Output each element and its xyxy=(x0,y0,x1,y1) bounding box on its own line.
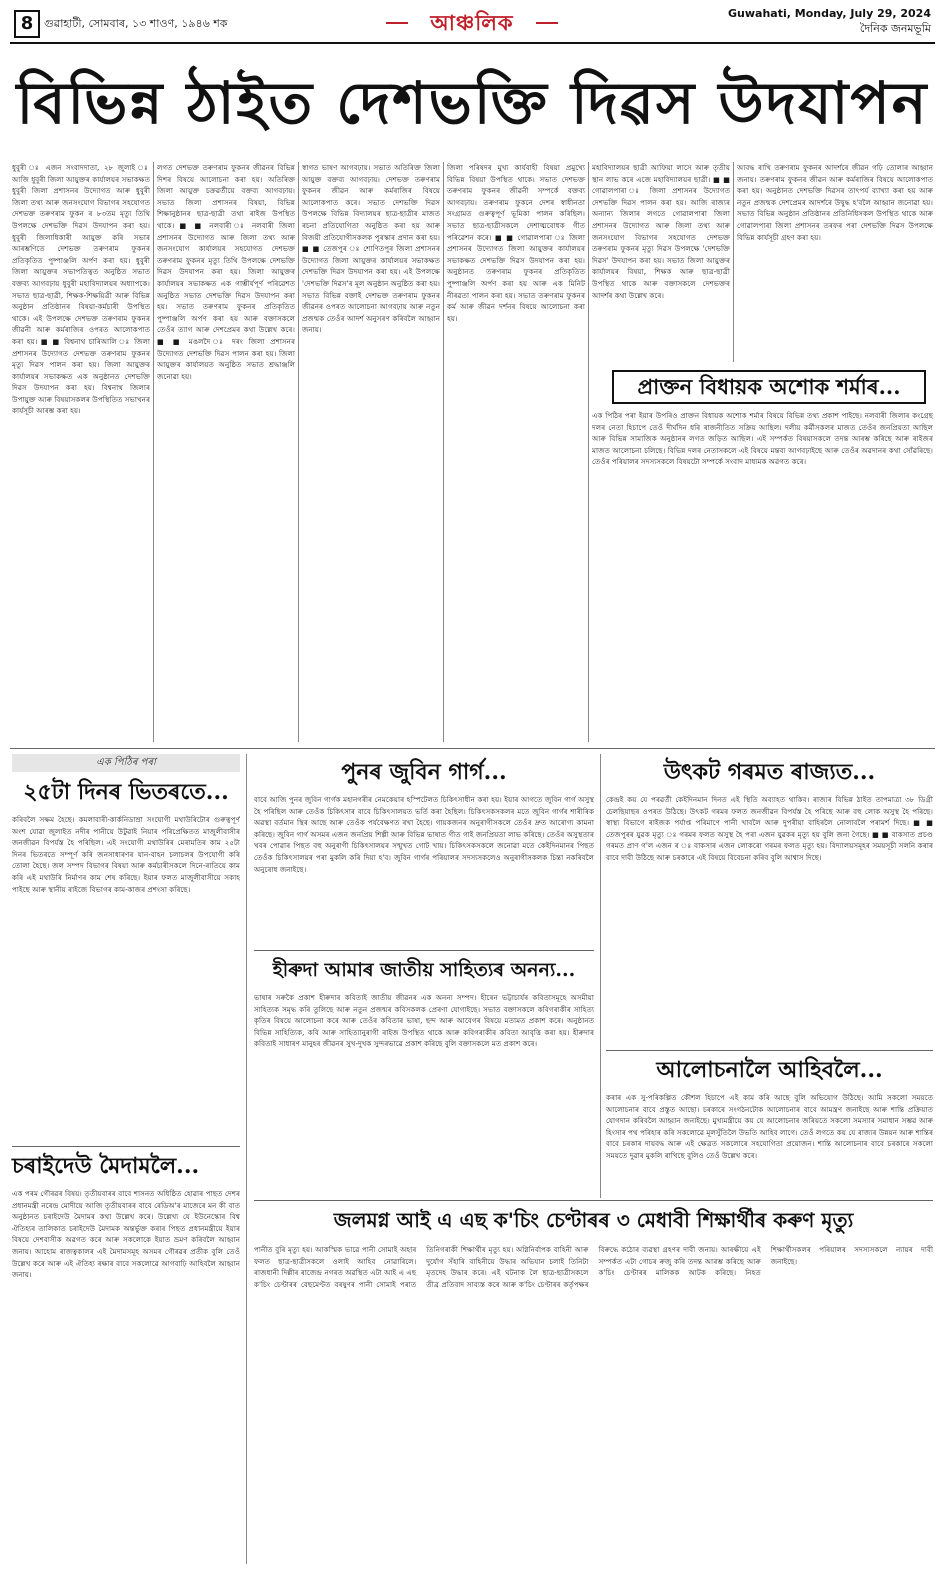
column-divider xyxy=(600,754,601,1198)
column-divider xyxy=(246,754,247,1564)
hiruda-text: ভাষাৰ সৰুকৈ প্ৰকাশ হীৰুদাৰ কবিতাই জাতীয় জীৱনৰ এক অনন্য সম্পদ। হীৰেন ভট্টাচাৰ্যৰ কবিতাসমূহে অসমীয়া সাহিত্যক সমৃদ্ধ কৰি তুলিছে আৰু নতুন প্ৰজন্মৰ কবিসকলক প্ৰেৰণা যোগাইছে। সভাত বক্তাসকলে কবিগৰাকীৰ সাহিত্য কৃতিৰ বিষয়ে আলোচনা কৰে আৰু তেওঁৰ কবিতাৰ ভাষা, ছন্দ আৰু আবেগৰ বিষয়ে মতামত প্ৰকাশ কৰে। অনুষ্ঠানত বিভিন্ন সাহিত্যিক, কবি আৰু সাহিত্যানুৰাগী ৰাইজ উপস্থিত থাকে আৰু কবিগৰাকীৰ কবিতা আবৃত্তি কৰা হয়। হীৰুদাৰ কবিতাই সাধাৰণ মানুহৰ জীৱনৰ সুখ-দুখক সুন্দৰভাৱে প্ৰকাশ কৰিছে বুলি বক্তাসকলে মত প্ৰকাশ কৰে। xyxy=(254,993,594,1049)
story-rule xyxy=(254,1200,933,1201)
days25-title: ২৫টা দিনৰ ভিতৰতে... xyxy=(23,779,229,805)
continued-ribbon: এক পিঠিৰ পৰা xyxy=(12,754,240,772)
section-logo: আঞ্চলিক xyxy=(392,8,552,38)
column-divider xyxy=(588,162,589,742)
section-rule xyxy=(10,748,935,749)
story-rule xyxy=(606,1050,933,1051)
masthead-right xyxy=(728,6,931,36)
ashok-title: প্ৰাক্তন বিধায়ক অশোক শৰ্মাৰ... xyxy=(612,370,926,404)
heat-text: কেন্দ্ৰই কয় যে পৰৱৰ্তী কেইদিনমান দিনত এই স্থিতি অব্যাহত থাকিব। ৰাজ্যৰ বিভিন্ন ঠাইত তাপমাত্ৰা ৩৮ ডিগ্ৰী চেলছিয়াছৰ ওপৰত উঠিছে। উৎকট গৰমৰ ফলত জনজীৱন বিপৰ্যস্ত হৈ পৰিছে আৰু বহু লোক অসুস্থ হৈ পৰিছে। স্বাস্থ্য বিভাগে ৰাইজক পৰ্যাপ্ত পৰিমাণে পানী খাবলৈ আৰু দুপৰীয়া বাহিৰলৈ নোলাবলৈ পৰামৰ্শ দিছে। ■ ■ তেজপুৰৰ যুৱক মৃত্যু ঃ গৰমৰ ফলত অসুস্থ হৈ পৰা এজন যুৱকৰ মৃত্যু হয় বুলি জনা গৈছে। ■ ■ বাকসাত প্ৰচণ্ড গৰমত প্ৰাণ গ'ল এজন ৰ ঃ বাকসাৰ এজন লোকৰো গৰমৰ ফলত মৃত্যু হয়। বিদ্যালয়সমূহৰ সময়সূচী সলনি কৰাৰ বাবে দাবী উঠিছে আৰু চৰকাৰে এই বিষয়ে বিবেচনা কৰিব বুলি আশ্বাস দিছে। xyxy=(606,795,933,862)
heat-title: উৎকট গৰমত ৰাজ্যত... xyxy=(663,759,876,785)
date-assamese: গুৱাহাটী, সোমবাৰ, ১৩ শাওণ, ১৯৪৬ শক xyxy=(44,17,228,30)
zubeen-title: পুনৰ জুবিন গাৰ্গ... xyxy=(341,759,507,785)
ashok-text: এক পিঠিৰ পৰা ইয়াৰ উপৰিও প্ৰাক্তন বিধায়ক অশোক শৰ্মাৰ বিষয়ে বিভিন্ন তথ্য প্ৰকাশ পাইছে। নলবাৰী জিলাৰ কংগ্ৰেছ দলৰ নেতা হিচাপে তেওঁ দীৰ্ঘদিন ধৰি ৰাজনীতিত সক্ৰিয় আছিল। দলীয় কৰ্মীসকলৰ মাজত তেওঁৰ জনপ্ৰিয়তা আছিল আৰু বিভিন্ন সামাজিক অনুষ্ঠানৰ লগত জড়িত আছিল। এই সম্পৰ্কত বিষয়াসকলে তদন্ত আৰম্ভ কৰিছে আৰু ৰাইজৰ মাজত আলোচনা চলিছে। বিভিন্ন দলৰ নেতাসকলে এই বিষয়ে মন্তব্য আগবঢ়াইছে আৰু তেওঁৰ অৱদানৰ কথা সোঁৱৰিছে। তেওঁৰ পৰিয়ালৰ সদস্যসকলে বিষয়টো সম্পৰ্কে সংবাদ মাধ্যমক অৱগত কৰে। xyxy=(592,411,933,467)
date-english: Guwahati, Monday, July 29, 2024 xyxy=(728,7,931,20)
lead-column-1: ধুবুৰী ঃ এজন সংবাদদাতা, ২৮ জুলাই ঃ আজি ধুবুৰী জিলা আয়ুক্তৰ কাৰ্যালয়ৰ সভাকক্ষত ধুবুৰী জিলা প্ৰশাসনৰ উদ্যোগত আৰু ধুবুৰী জিলা তথ্য আৰু জনসংযোগ বিভাগৰ সহযোগত দেশভক্ত তৰুণৰাম ফুকন ৰ ৮৩তম মৃত্যু তিথি উপলক্ষে দেশভক্তি দিৱস উদযাপন কৰা হয়। ধুবুৰী জিলাধিকাৰী আয়ুক্ত কৰি সভাৰ আৰম্ভণিতে দেশভক্ত তৰুণৰাম ফুকনৰ প্ৰতিকৃতিত পুষ্পাঞ্জলি অৰ্পণ কৰা হয়। ধুবুৰী জিলা আয়ুক্তৰ সভাপতিত্বত অনুষ্ঠিত সভাত বক্তব্য আগবঢ়ায় ধুবুৰী মহাবিদ্যালয়ৰ অধ্যাপকে। সভাত ছাত্ৰ-ছাত্ৰী, শিক্ষক-শিক্ষয়িত্ৰী আৰু বিভিন্ন অনুষ্ঠান প্ৰতিষ্ঠানৰ বিষয়া-কৰ্মচাৰী উপস্থিত থাকে। এই উপলক্ষে দেশভক্ত তৰুণৰাম ফুকনৰ জীৱনী আৰু কৰ্মৰাজিৰ ওপৰত আলোকপাত কৰা হয়। ■ ■ বিশ্বনাথ চাৰিআলি ঃ জিলা প্ৰশাসনৰ উদ্যোগত দেশভক্ত তৰুণৰাম ফুকনৰ মৃত্যু দিৱস পালন কৰা হয়। জিলা আয়ুক্তৰ কাৰ্যালয়ৰ সভাকক্ষত এক অনুষ্ঠানত দেশভক্তি দিৱস উদযাপন কৰা হয়। বিশ্বনাথ জিলাৰ উপায়ুক্ত আৰু বিষয়াসকলৰ উপস্থিতিত সভাখনৰ কাৰ্যসূচী আৰম্ভ কৰা হয়। xyxy=(12,163,150,416)
lead-headline: বিভিন্ন ঠাইত দেশভক্তি দিৱস উদযাপন xyxy=(16,69,929,137)
lead-column-6: আবদ্ধ ৰাখি তৰুণৰাম ফুকনৰ আদৰ্শৰে জীৱন গঢ়ি তোলাৰ আহ্বান জনায়। তৰুণৰাম ফুকনৰ জীৱন আৰু কৰ্মৰাজিৰ বিষয়ে আলোকপাত কৰা হয়। অনুষ্ঠানত দেশভক্তি দিৱসৰ তাৎপৰ্য ব্যাখ্যা কৰা হয় আৰু নতুন প্ৰজন্মক দেশপ্ৰেমৰ আদৰ্শৰে উদ্বুদ্ধ হ'বলৈ আহ্বান জনোৱা হয়। সভাত বিভিন্ন অনুষ্ঠান প্ৰতিষ্ঠানৰ প্ৰতিনিধিসকল উপস্থিত থাকে আৰু গোৱালপাৰা জিলা প্ৰশাসনৰ তৰফৰ পৰা দেশভক্তি দিৱস উপলক্ষে বিভিন্ন কাৰ্যসূচী গ্ৰহণ কৰা হয়। xyxy=(737,163,933,242)
lead-column-5: মহাবিদ্যালয়ৰ ছাত্ৰী আফিয়া লাসে আৰু তৃতীয় স্থান লাভ কৰে এজে মহাবিদ্যালয়ৰ ছাত্ৰী। ■ ■ গোৱালপাৰা ঃ জিলা প্ৰশাসনৰ উদ্যোগত দেশভক্তি দিৱস পালন কৰা হয়। আজি ৰাজ্যৰ অন্যান্য জিলাৰ লগতে গোৱালপাৰা জিলা প্ৰশাসনৰ উদ্যোগত আৰু জিলা তথ্য আৰু জনসংযোগ বিভাগৰ সহযোগত দেশভক্ত তৰুণৰাম ফুকনৰ মৃত্যু দিৱস উপলক্ষে 'দেশভক্তি দিৱস' উদযাপন কৰা হয়। সভাত জিলা আয়ুক্তৰ কাৰ্যালয়ৰ বিষয়া, শিক্ষক আৰু ছাত্ৰ-ছাত্ৰী উপস্থিত থাকে আৰু বক্তাসকলে দেশভক্তৰ আদৰ্শৰ কথা উল্লেখ কৰে। xyxy=(592,163,730,300)
coaching-title: জলমগ্ন আই এ এছ ক'চিং চেণ্টাৰৰ ৩ মেধাবী শিক্ষাৰ্থীৰ কৰুণ মৃত্যু xyxy=(333,1208,854,1232)
coaching-text: পানীত বুৰি মৃত্যু হয়। আকস্মিক ভাৱে পানী সোমাই অহাৰ ফলত ছাত্ৰ-ছাত্ৰীসকলে ওলাই আহিব নোৱাৰিলে। ৰাজধানী দিল্লীৰ ৰাজেন্দ্ৰ নগৰত অৱস্থিত এটা আই এ এছ ক'চিং চেণ্টাৰৰ বেছমেণ্টত বৰষুণৰ পানী সোমাই পৰাত তিনিগৰাকী শিক্ষাৰ্থীৰ মৃত্যু হয়। অগ্নিনিৰ্বাপক বাহিনী আৰু দুৰ্যোগ সঁহাৰি বাহিনীয়ে উদ্ধাৰ অভিযান চলাই তিনিটা মৃতদেহ উদ্ধাৰ কৰে। এই ঘটনাক লৈ ছাত্ৰ-ছাত্ৰীসকলে তীব্ৰ প্ৰতিবাদ সাব্যস্ত কৰে আৰু ক'চিং চেণ্টাৰৰ কৰ্তৃপক্ষৰ বিৰুদ্ধে কঠোৰ ব্যৱস্থা গ্ৰহণৰ দাবী জনায়। আৰক্ষীয়ে এই সম্পৰ্কত এটা গোচৰ ৰুজু কৰি তদন্ত আৰম্ভ কৰিছে আৰু ক'চিং চেণ্টাৰৰ মালিকক আটক কৰিছে। নিহত শিক্ষাৰ্থীসকলৰ পৰিয়ালৰ সদস্যসকলে ন্যায়ৰ দাবী জনাইছে। xyxy=(254,1245,933,1289)
story-rule xyxy=(254,950,594,951)
hiruda-title: হীৰুদা আমাৰ জাতীয় সাহিত্যৰ অনন্য... xyxy=(272,959,576,981)
column-divider xyxy=(298,162,299,742)
story-rule xyxy=(12,1146,240,1147)
lead-column-2: লগত দেশভক্ত তৰুণৰাম ফুকনৰ জীৱনৰ বিভিন্ন দিশৰ বিষয়ে আলোচনা কৰা হয়। অতিৰিক্ত জিলা আয়ুক্ত চক্ৰৱৰ্তীয়ে বক্তব্য আগবঢ়ায়। সভাত জিলা প্ৰশাসনৰ বিষয়া, বিভিন্ন শিক্ষানুষ্ঠানৰ ছাত্ৰ-ছাত্ৰী তথা ৰাইজ উপস্থিত থাকে। ■ ■ নলবাৰী ঃ নলবাৰী জিলা প্ৰশাসনৰ উদ্যোগত আৰু জিলা তথ্য আৰু জনসংযোগ কাৰ্যালয়ৰ সহযোগত দেশভক্ত তৰুণৰাম ফুকনৰ মৃত্যু তিথি উপলক্ষে দেশভক্তি দিৱস উদযাপন কৰা হয়। জিলা আয়ুক্তৰ কাৰ্যালয়ৰ সভাকক্ষত এক গাম্ভীৰ্যপূৰ্ণ পৰিৱেশত অনুষ্ঠিত সভাত দেশভক্তি দিৱস উদযাপন কৰা হয়। সভাত তৰুণৰাম ফুকনৰ প্ৰতিকৃতিত পুষ্পাঞ্জলি অৰ্পণ কৰা হয় আৰু বক্তাসকলে তেওঁৰ ত্যাগ আৰু দেশপ্ৰেমৰ কথা উল্লেখ কৰে। ■ ■ মঙলদৈ ঃ দৰং জিলা প্ৰশাসনৰ উদ্যোগত দেশভক্তি দিৱস পালন কৰা হয়। জিলা আয়ুক্তৰ কাৰ্যালয়ত অনুষ্ঠিত সভাত শ্ৰদ্ধাঞ্জলি জনোৱা হয়। xyxy=(157,163,295,381)
discussion-text: কৰাৰ এক সু-পৰিকল্পিত কৌশল হিচাপে এই কাম কৰি আছে বুলি অভিযোগ উঠিছে। আমি সকলো সময়তে আলোচনাৰ বাবে প্ৰস্তুত আছো। চৰকাৰে সংগঠনটোক আলোচনাৰ বাবে আমন্ত্ৰণ জনাইছে আৰু শান্তি প্ৰক্ৰিয়াত যোগদান কৰিবলৈ আহ্বান জনাইছে। মুখ্যমন্ত্ৰীয়ে কয় যে আলোচনাৰ জৰিয়তে সকলো সমস্যাৰ সমাধান সম্ভৱ আৰু হিংসাৰ পথ পৰিহাৰ কৰি সকলোৱে মূলসুঁতিলৈ উভতি আহিব লাগে। তেওঁ লগতে কয় যে ৰাজ্যৰ উন্নয়ন আৰু শান্তিৰ বাবে চৰকাৰ দায়বদ্ধ আৰু এই ক্ষেত্ৰত সকলোৰে সহযোগিতা প্ৰয়োজন। শান্তি আলোচনাৰ বাবে চৰকাৰে সকলো সময়তে দুৱাৰ মুকলি ৰাখিছে বুলিও তেওঁ উল্লেখ কৰে। xyxy=(606,1093,933,1160)
charaideo-text: এক পৰম গৌৰৱৰ বিষয়। তৃতীয়বাৰৰ বাবে শাসনত অধিষ্ঠিত হোৱাৰ পাছত দেশৰ প্ৰধানমন্ত্ৰী নৰেন্দ্ৰ মোদীয়ে আজি তৃতীয়বাৰৰ বাবে ৰেডিঅ'ৰ মাজেৰে মন কী বাত অনুষ্ঠানত চৰাইদেউ মৈদামৰ কথা উল্লেখ কৰে। উল্লেখ্য যে ইউনেস্কোৰ বিশ্ব ঐতিহ্যৰ তালিকাত চৰাইদেউ মৈদামক অন্তৰ্ভুক্ত কৰাৰ পিছত প্ৰধানমন্ত্ৰীয়ে ইয়াৰ বিষয়ে দেশবাসীক অৱগত কৰে আৰু সকলোকে ইয়াত ভ্ৰমণ কৰিবলৈ আহ্বান জনায়। আহোম ৰাজত্বকালৰ এই মৈদামসমূহ অসমৰ গৌৰৱৰ প্ৰতীক বুলি তেওঁ উল্লেখ কৰে আৰু এই ঐতিহ্য ৰক্ষাৰ বাবে সকলোৱে আগবাঢ়ি আহিবলৈ আহ্বান জনায়। xyxy=(12,1189,240,1280)
page-number: 8 xyxy=(14,10,40,38)
lead-column-4: জিলা পৰিষদৰ মুখ্য কাৰ্যবাহী বিষয়া প্ৰমুখ্যে বিভিন্ন বিষয়া উপস্থিত থাকে। সভাত দেশভক্ত তৰুণৰাম ফুকনৰ জীৱনী সম্পৰ্কে বক্তব্য আগবঢ়ায়। তৰুণৰাম ফুকনে দেশৰ স্বাধীনতা সংগ্ৰামত গুৰুত্বপূৰ্ণ ভূমিকা পালন কৰিছিল। সভাত ছাত্ৰ-ছাত্ৰীসকলে দেশাত্মবোধক গীত পৰিৱেশন কৰে। ■ ■ গোৱালপাৰা ঃ জিলা প্ৰশাসনৰ উদ্যোগত জিলা আয়ুক্তৰ কাৰ্যালয়ৰ সভাকক্ষত দেশভক্তি দিৱস উদযাপন কৰা হয়। অনুষ্ঠানত তৰুণৰাম ফুকনৰ প্ৰতিকৃতিত পুষ্পাঞ্জলি অৰ্পণ কৰা হয় আৰু এক মিনিট নীৰৱতা পালন কৰা হয়। সভাত তৰুণৰাম ফুকনৰ কৰ্ম আৰু জীৱন দৰ্শনৰ বিষয়ে আলোচনা কৰা হয়। xyxy=(447,163,585,323)
lead-column-3: স্বাগত ভাষণ আগবঢ়ায়। সভাত অতিৰিক্ত জিলা আয়ুক্ত বক্তব্য আগবঢ়ায়। দেশভক্ত তৰুণৰাম ফুকনৰ জীৱন আৰু কৰ্মৰাজিৰ বিষয়ে আলোকপাত কৰে। সভাত দেশভক্তি দিৱস উপলক্ষে বিভিন্ন বিদ্যালয়ৰ ছাত্ৰ-ছাত্ৰীৰ মাজত ৰচনা প্ৰতিযোগিতা অনুষ্ঠিত কৰা হয় আৰু বিজয়ী প্ৰতিযোগীসকলক পুৰস্কাৰ প্ৰদান কৰা হয়। ■ ■ তেজপুৰ ঃ শোণিতপুৰ জিলা প্ৰশাসনৰ উদ্যোগত জিলা আয়ুক্তৰ কাৰ্যালয়ৰ সভাকক্ষত দেশভক্তি দিৱস উদযাপন কৰা হয়। এই উপলক্ষে 'দেশভক্তি দিৱস'ৰ মূল অনুষ্ঠান অনুষ্ঠিত কৰা হয়। সভাত বিভিন্ন বক্তাই দেশভক্ত তৰুণৰাম ফুকনৰ জীৱনৰ ওপৰত আলোচনা আগবঢ়ায় আৰু নতুন প্ৰজন্মক তেওঁৰ আদৰ্শ অনুসৰণ কৰিবলৈ আহ্বান জনায়। xyxy=(302,163,440,335)
charaideo-title: চৰাইদেউ মৈদামলৈ... xyxy=(12,1153,200,1179)
masthead xyxy=(10,6,935,40)
discussion-title: আলোচনালৈ আহিবলৈ... xyxy=(656,1057,883,1083)
paper-name: দৈনিক জনমভূমি xyxy=(859,22,931,35)
zubeen-text: বাবে আজি পুনৰ জুবিন গাৰ্গক মহানগৰীৰ নেমকেয়াৰ হস্পিটেলত চিকিৎসাধীন কৰা হয়। ইয়াৰ আগতে জুবিন গাৰ্গ অসুস্থ হৈ পৰিছিল আৰু তেওঁক চিকিৎসাৰ বাবে চিকিৎসালয়ত ভৰ্তি কৰা হৈছিল। চিকিৎসকসকলৰ মতে জুবিন গাৰ্গৰ শাৰীৰিক অৱস্থা বৰ্তমান স্থিৰ আছে আৰু তেওঁক পৰ্যবেক্ষণত ৰখা হৈছে। গায়কজনৰ অনুৰাগীসকলে তেওঁৰ দ্ৰুত আৰোগ্য কামনা কৰিছে। জুবিন গাৰ্গ অসমৰ এজন জনপ্ৰিয় শিল্পী আৰু বিভিন্ন ভাষাত গীত গাই জনপ্ৰিয়তা লাভ কৰিছে। তেওঁৰ অসুস্থতাৰ খবৰ পোৱাৰ পিছত বহু অনুৰাগী চিকিৎসালয়ৰ সন্মুখত গোট খায়। চিকিৎসকসকলে জনোৱা মতে কেইদিনমানৰ পিছত তেওঁক চিকিৎসালয়ৰ পৰা মুকলি কৰি দিয়া হ'ব। জুবিন গাৰ্গৰ পৰিয়ালৰ সদস্যসকলেও অনুৰাগীসকলক চিন্তা নকৰিবলৈ অনুৰোধ জনাইছে। xyxy=(254,795,594,874)
days25-text: কৰিবলৈ সক্ষম হৈছে। কমলাবাৰী-কাৰ্কনিডাম্ৰা সংযোগী মথাউৰিটোৰ গুৰুত্বপূৰ্ণ অংশ যোৱা জুলাইত নদীৰ পানীয়ে উটুৱাই নিয়াৰ পৰিপ্ৰেক্ষিতত মাজুলীবাসীৰ জনজীৱন বিপৰ্যস্ত হৈ পৰিছিল। এই সংযোগী মথাউৰিৰ মেৰামতিৰ কাম ২৫টা দিনৰ ভিতৰতে সম্পূৰ্ণ কৰি জনসাধাৰণৰ যান-বাহন চলাচলৰ উপযোগী কৰি তোলা হৈছে। জল সম্পদ বিভাগৰ বিষয়া আৰু কৰ্মচাৰীসকলে দিনে-ৰাতিয়ে কাম কৰি এই মথাউৰি নিৰ্মাণৰ কাম শেষ কৰিছে। ইয়াৰ ফলত মাজুলীবাসীয়ে সকাহ পাইছে আৰু স্থানীয় ৰাইজে বিভাগৰ কাম-কাজৰ প্ৰশংসা কৰিছে। xyxy=(12,815,240,894)
column-divider xyxy=(733,162,734,362)
column-divider xyxy=(443,162,444,742)
column-divider xyxy=(153,162,154,742)
masthead-rule xyxy=(10,42,935,44)
